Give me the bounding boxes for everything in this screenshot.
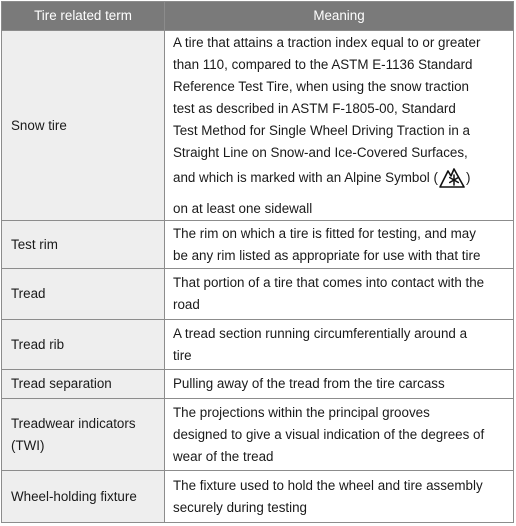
meaning-line: test as described in ASTM F-1805-00, Standard <box>173 100 456 116</box>
term-line: Treadwear indicators <box>11 415 136 431</box>
meaning-line: tire <box>173 347 192 363</box>
table-row <box>2 320 514 370</box>
meaning-cell <box>165 320 514 370</box>
meaning-line: securely during testing <box>173 499 307 515</box>
meaning-cell <box>165 370 514 399</box>
header-term: Tire related term <box>2 2 165 31</box>
meaning-line: on at least one sidewall <box>173 200 313 216</box>
table-row <box>2 399 514 471</box>
meaning-line: than 110, compared to the ASTM E-1136 Standard <box>173 56 473 72</box>
meaning-line: Straight Line on Snow-and Ice-Covered Surfaces, <box>173 144 468 160</box>
term-cell: Snow tire <box>2 31 165 221</box>
meaning-line: Reference Test Tire, when using the snow traction <box>173 78 469 94</box>
alpine-snowflake-mountain-icon <box>439 166 465 198</box>
meaning-line: A tread section running circumferentially around a <box>173 325 468 341</box>
table-row <box>2 370 514 399</box>
meaning-line: wear of the tread <box>173 448 274 464</box>
tire-terms-table <box>1 1 514 523</box>
term-cell: Tread <box>2 269 165 320</box>
meaning-line: That portion of a tire that comes into contact with the <box>173 275 485 290</box>
meaning-line: The rim on which a tire is fitted for testing, and may <box>173 225 476 241</box>
header-row <box>2 2 514 31</box>
meaning-line: The projections within the principal grooves <box>173 404 430 420</box>
meaning-text: ) <box>465 169 471 185</box>
table-row <box>2 471 514 523</box>
meaning-line <box>173 164 509 198</box>
meaning-line: The fixture used to hold the wheel and tire assembly <box>173 477 483 493</box>
meaning-line: road <box>173 297 200 312</box>
meaning-cell <box>165 31 514 221</box>
term-line: (TWI) <box>11 437 45 453</box>
header-meaning: Meaning <box>165 2 514 31</box>
meaning-line: designed to give a visual indication of the degrees of <box>173 426 485 442</box>
table-row <box>2 221 514 269</box>
meaning-text: and which is marked with an Alpine Symbol ( <box>173 169 438 185</box>
table-row <box>2 31 514 221</box>
meaning-line: A tire that attains a traction index equal to or greater <box>173 34 481 50</box>
table-row <box>2 269 514 320</box>
term-cell: Wheel-holding fixture <box>2 471 165 523</box>
term-cell <box>2 399 165 471</box>
meaning-cell <box>165 221 514 269</box>
term-cell: Test rim <box>2 221 165 269</box>
meaning-line: be any rim listed as appropriate for use with that tire <box>173 247 481 263</box>
term-cell: Tread rib <box>2 320 165 370</box>
meaning-line: Test Method for Single Wheel Driving Traction in a <box>173 122 470 138</box>
term-cell: Tread separation <box>2 370 165 399</box>
meaning-cell <box>165 399 514 471</box>
meaning-line: Pulling away of the tread from the tire carcass <box>173 376 445 391</box>
meaning-cell <box>165 471 514 523</box>
meaning-cell <box>165 269 514 320</box>
